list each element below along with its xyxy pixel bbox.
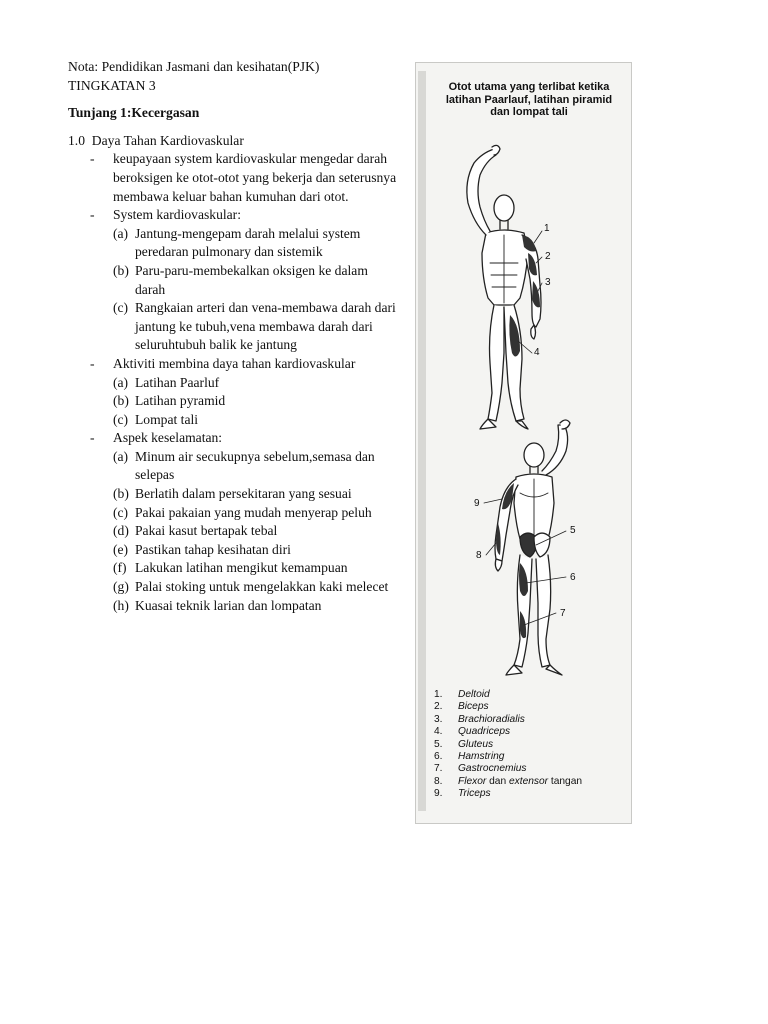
- legend-item: [434, 701, 582, 713]
- list-item: [68, 504, 413, 523]
- item-marker: (d): [113, 523, 129, 539]
- back-feet: [506, 665, 562, 675]
- legend-item: [434, 751, 582, 763]
- legend-connector: dan: [486, 775, 509, 787]
- back-raised-arm: [542, 425, 568, 475]
- legend-item: [434, 776, 582, 788]
- item-text: Paru-paru-membekalkan oksigen ke dalam: [135, 262, 368, 278]
- leader-line-9: [484, 499, 502, 503]
- legend-name: Hamstring: [458, 751, 505, 763]
- definition-line: membawa keluar bahan kumuhan dari otot.: [113, 188, 349, 204]
- legend-name: Biceps: [458, 701, 489, 713]
- item-marker: (b): [113, 486, 129, 502]
- bullet-dash: -: [90, 355, 95, 371]
- activities-label: Aktiviti membina daya tahan kardiovaskular: [113, 355, 356, 371]
- bullet-dash: -: [90, 430, 95, 446]
- legend-number: 7.: [434, 763, 443, 775]
- legend-number: 2.: [434, 701, 443, 713]
- legend-number: 3.: [434, 713, 443, 725]
- legend-name-2: extensor: [508, 775, 549, 787]
- front-right-leg: [488, 305, 504, 421]
- callout-label: 7: [560, 608, 566, 619]
- system-label: System kardiovaskular:: [113, 207, 241, 223]
- list-item: [68, 578, 413, 597]
- item-marker: (g): [113, 579, 129, 595]
- back-body-figure: [495, 420, 570, 675]
- section-number: 1.0: [68, 132, 85, 148]
- item-marker: (a): [113, 448, 129, 464]
- system-bullet: [68, 206, 413, 225]
- figure-title-line: Otot utama yang terlibat ketika: [448, 81, 610, 93]
- legend-item: [434, 739, 582, 751]
- level-heading: TINGKATAN 3: [68, 77, 156, 93]
- item-text: Kuasai teknik larian dan lompatan: [135, 597, 322, 613]
- list-item: [68, 392, 413, 411]
- definition-line: keupayaan system kardiovaskular mengedar darah: [113, 151, 388, 167]
- item-text: Berlatih dalam persekitaran yang sesuai: [135, 486, 352, 502]
- front-body-figure: [467, 145, 541, 429]
- item-text: peredaran pulmonary dan sistemik: [135, 244, 323, 260]
- item-marker: (c): [113, 300, 129, 316]
- front-feet: [480, 419, 528, 429]
- legend-name: Deltoid: [458, 689, 490, 700]
- front-lowered-hand: [531, 325, 536, 339]
- anatomy-illustration: [416, 63, 631, 683]
- legend-name: Flexor: [458, 775, 487, 787]
- item-text: Lompat tali: [135, 411, 199, 427]
- legend-item: [434, 788, 582, 800]
- callout-label: 2: [545, 251, 551, 262]
- bullet-dash: -: [90, 207, 95, 223]
- item-text: selepas: [135, 467, 175, 483]
- item-marker: (h): [113, 597, 129, 613]
- legend-name: Quadriceps: [458, 726, 511, 738]
- activities-bullet: [68, 355, 413, 374]
- item-marker: (b): [113, 393, 129, 409]
- legend-name: Gluteus: [458, 738, 494, 750]
- list-item: [68, 522, 413, 541]
- list-item: [68, 374, 413, 393]
- legend-item: [434, 726, 582, 738]
- back-head: [524, 443, 544, 467]
- callout-label: 6: [570, 572, 576, 583]
- safety-label: Aspek keselamatan:: [113, 430, 223, 446]
- muscle-figure: [415, 62, 632, 824]
- figure-title-line: dan lompat tali: [490, 106, 568, 118]
- item-text: Lakukan latihan mengikut kemampuan: [135, 560, 348, 576]
- callout-label: 1: [544, 223, 550, 234]
- note-header: Nota: Pendidikan Jasmani dan kesihatan(PJK): [68, 59, 320, 74]
- callout-label: 9: [474, 498, 480, 509]
- item-text: jantung ke tubuh,vena membawa darah dari: [135, 318, 373, 334]
- legend-number: 6.: [434, 751, 443, 763]
- item-text: Latihan pyramid: [135, 393, 226, 409]
- definition-bullet: [68, 150, 413, 169]
- callout-label: 4: [534, 347, 540, 358]
- legend-number: 1.: [434, 689, 443, 700]
- legend-name: Triceps: [458, 788, 491, 800]
- front-head: [494, 195, 514, 221]
- back-lowered-hand: [495, 559, 502, 571]
- item-text: Pakai pakaian yang mudah menyerap peluh: [135, 504, 372, 520]
- legend-number: 5.: [434, 738, 443, 750]
- item-text: Pastikan tahap kesihatan diri: [135, 541, 291, 557]
- item-marker: (c): [113, 411, 129, 427]
- list-item: [68, 225, 413, 244]
- bullet-dash: -: [90, 151, 95, 167]
- legend-item: [434, 689, 582, 701]
- item-marker: (b): [113, 262, 129, 278]
- item-text: Latihan Paarluf: [135, 374, 220, 390]
- section-heading: [68, 132, 413, 151]
- list-item: [68, 597, 413, 616]
- item-marker: (e): [113, 541, 129, 557]
- figure-title-line: latihan Paarlauf, latihan piramid: [445, 93, 613, 106]
- list-item: [68, 541, 413, 560]
- definition-line: beroksigen ke otot-otot yang bekerja dan seterusnya: [113, 169, 397, 185]
- item-text: Palai stoking untuk mengelakkan kaki melecet: [135, 579, 389, 595]
- item-text: Jantung-mengepam darah melalui system: [135, 225, 361, 241]
- legend-item: [434, 714, 582, 726]
- item-text: Rangkaian arteri dan vena-membawa darah dari: [135, 300, 396, 316]
- back-right-leg: [536, 555, 551, 667]
- legend-number: 4.: [434, 726, 443, 738]
- item-text: seluruhtubuh balik ke jantung: [135, 337, 297, 353]
- legend-name: Gastrocnemius: [458, 763, 527, 775]
- list-item: [68, 559, 413, 578]
- callout-label: 3: [545, 277, 551, 288]
- legend-number: 8.: [434, 775, 443, 787]
- pillar-heading: Tunjang 1:Kecergasan: [68, 105, 200, 121]
- list-item: [68, 448, 413, 467]
- item-text: Minum air secukupnya sebelum,semasa dan: [135, 448, 375, 464]
- legend-number: 9.: [434, 788, 443, 800]
- item-text: Pakai kasut bertapak tebal: [135, 523, 278, 539]
- muscle-legend: [434, 689, 582, 801]
- safety-bullet: [68, 429, 413, 448]
- front-torso: [482, 230, 528, 305]
- legend-suffix: tangan: [548, 775, 583, 787]
- callout-label: 8: [476, 550, 482, 561]
- item-marker: (a): [113, 225, 129, 241]
- list-item: [68, 262, 413, 281]
- notes-column: [68, 58, 413, 615]
- item-marker: (a): [113, 374, 129, 390]
- legend-item: [434, 763, 582, 775]
- front-raised-arm: [467, 149, 496, 235]
- item-marker: (c): [113, 504, 129, 520]
- list-item: [68, 299, 413, 318]
- leader-line-1: [534, 231, 542, 243]
- item-text: darah: [135, 281, 166, 297]
- item-marker: (f): [113, 560, 127, 576]
- list-item: [68, 485, 413, 504]
- list-item: [68, 411, 413, 430]
- callout-label: 5: [570, 525, 576, 536]
- legend-name: Brachioradialis: [458, 713, 525, 725]
- section-title: Daya Tahan Kardiovaskular: [91, 132, 244, 148]
